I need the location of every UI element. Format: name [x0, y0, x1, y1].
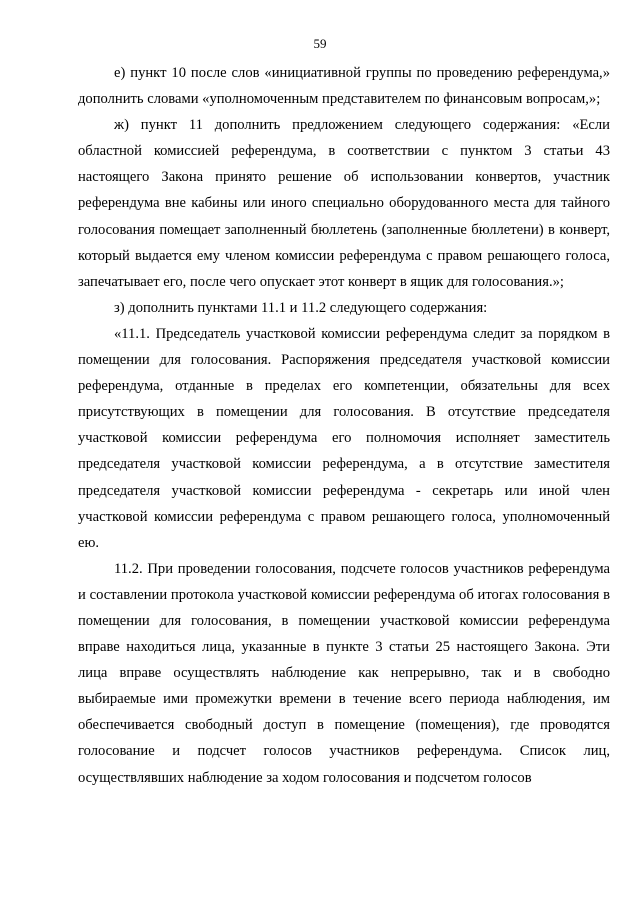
paragraph-clause-11-1: «11.1. Председатель участковой комиссии референдума следит за порядком в помещении для голосования. Распоряжения председателя участковой комиссии референдума, отданные в пределах его компетенции, обязательны для всех присутствующих в помещении для голосования. В отсутствие председателя участковой комиссии референдума его полномочия исполняет заместитель председателя участковой комиссии референдума, а в отсутствие заместителя председателя участковой комиссии референдума - секретарь или иной член участковой комиссии референдума с правом решающего голоса, уполномоченный ею.	[78, 325, 610, 551]
page-number: 59	[313, 36, 327, 51]
paragraph-item-z: з) дополнить пунктами 11.1 и 11.2 следующего содержания:	[114, 299, 488, 316]
paragraph-clause-11-2: 11.2. При проведении голосования, подсчете голосов участников референдума и составлении протокола участковой комиссии референдума об итогах голосования в помещении для голосования, в помещении участковой комиссии референдума вправе находиться лица, указанные в пункте 3 статьи 25 настоящего Закона. Эти лица вправе осуществлять наблюдение как непрерывно, так и в свободно выбираемые ими промежутки времени в течение всего периода наблюдения, им обеспечивается свободный доступ в помещение (помещения), где проводятся голосование и подсчет голосов участников референдума. Список лиц, осуществлявших наблюдение за ходом голосования и подсчетом голосов	[78, 560, 610, 786]
paragraph-item-e: е) пункт 10 после слов «инициативной группы по проведению референдума,» дополнить словами «уполномоченным представителем по финансовым вопросам,»;	[78, 65, 610, 108]
document-body	[78, 60, 610, 791]
paragraph-item-zh: ж) пункт 11 дополнить предложением следующего содержания: «Если областной комиссией референдума, в соответствии с пунктом 3 статьи 43 настоящего Закона принято решение об использовании конвертов, участник референдума вне кабины или иного специально оборудованного места для тайного голосования помещает заполненный бюллетень (заполненные бюллетени) в конверт, который выдается ему членом комиссии референдума с правом решающего голоса, запечатывает его, после чего опускает этот конверт в ящик для голосования.»;	[78, 117, 610, 290]
